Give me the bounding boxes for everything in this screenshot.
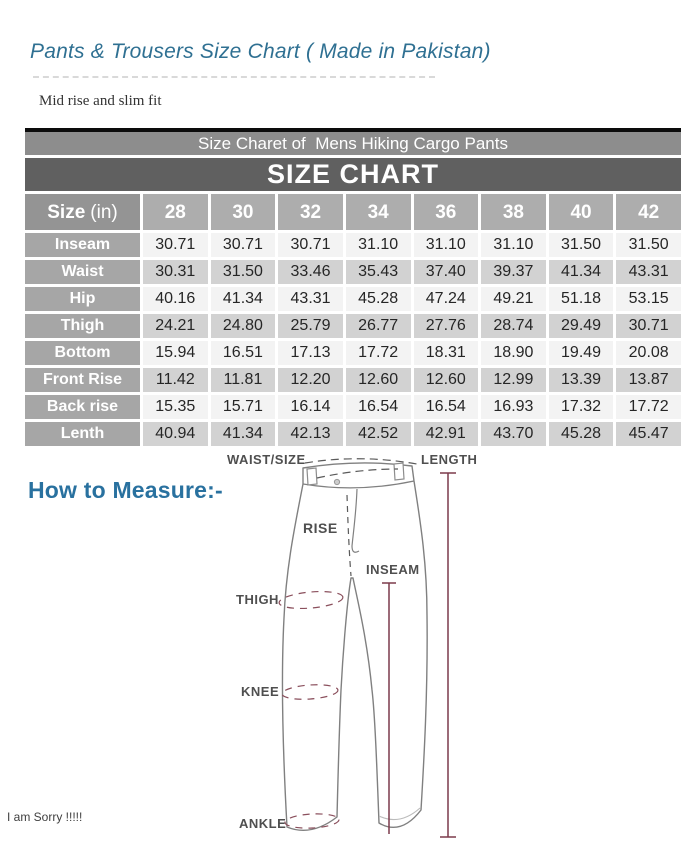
table-cell: 30.71: [616, 314, 681, 338]
dashed-divider: [33, 76, 435, 78]
table-cell: 12.99: [481, 368, 546, 392]
table-cell: 16.51: [211, 341, 276, 365]
table-cell: 31.10: [346, 233, 411, 257]
table-cell: 19.49: [549, 341, 614, 365]
how-to-measure-heading: How to Measure:-: [28, 477, 223, 503]
row-header: Front Rise: [25, 368, 140, 392]
sorry-note: I am Sorry !!!!!: [7, 810, 83, 824]
table-cell: 41.34: [549, 260, 614, 284]
row-header: Waist: [25, 260, 140, 284]
table-title: SIZE CHART: [25, 158, 681, 191]
column-header: 30: [211, 194, 276, 230]
corner-cell: [25, 194, 140, 230]
table-cell: 18.31: [414, 341, 479, 365]
table-cell: 45.47: [616, 422, 681, 446]
table-cell: 26.77: [346, 314, 411, 338]
table-cell: 30.71: [143, 233, 208, 257]
table-cell: 45.28: [346, 287, 411, 311]
table-cell: 16.93: [481, 395, 546, 419]
row-header: Back rise: [25, 395, 140, 419]
table-cell: 16.54: [346, 395, 411, 419]
table-cell: 15.94: [143, 341, 208, 365]
corner-label: Size: [47, 201, 86, 223]
fit-subtitle: Mid rise and slim fit: [39, 93, 162, 109]
table-cell: 13.39: [549, 368, 614, 392]
size-chart-table: [25, 128, 681, 446]
table-cell: 42.52: [346, 422, 411, 446]
table-cell: 16.14: [278, 395, 343, 419]
table-cell: 12.60: [414, 368, 479, 392]
length-measure-line: [440, 473, 456, 837]
row-header: Hip: [25, 287, 140, 311]
table-cell: 24.80: [211, 314, 276, 338]
table-cell: 45.28: [549, 422, 614, 446]
table-cell: 30.31: [143, 260, 208, 284]
table-cell: 30.71: [211, 233, 276, 257]
table-cell: 51.18: [549, 287, 614, 311]
row-header: Inseam: [25, 233, 140, 257]
table-cell: 40.94: [143, 422, 208, 446]
thigh-label: THIGH: [236, 592, 279, 607]
table-cell: 31.10: [481, 233, 546, 257]
size-chart-grid: [25, 132, 681, 446]
column-header: 36: [414, 194, 479, 230]
table-cell: 42.13: [278, 422, 343, 446]
table-cell: 25.79: [278, 314, 343, 338]
corner-unit: (in): [90, 201, 118, 223]
table-cell: 17.32: [549, 395, 614, 419]
table-cell: 43.70: [481, 422, 546, 446]
column-header: 34: [346, 194, 411, 230]
table-cell: 31.50: [549, 233, 614, 257]
table-cell: 42.91: [414, 422, 479, 446]
column-header: 40: [549, 194, 614, 230]
length-label: LENGTH: [421, 452, 478, 467]
belt-loop-left: [307, 468, 317, 485]
table-cell: 15.35: [143, 395, 208, 419]
table-cell: 12.20: [278, 368, 343, 392]
column-header: 42: [616, 194, 681, 230]
table-cell: 17.13: [278, 341, 343, 365]
page-title: Pants & Trousers Size Chart ( Made in Pakistan): [30, 40, 491, 63]
table-cell: 37.40: [414, 260, 479, 284]
table-cell: 18.90: [481, 341, 546, 365]
table-cell: 27.76: [414, 314, 479, 338]
table-cell: 40.16: [143, 287, 208, 311]
table-cell: 41.34: [211, 287, 276, 311]
table-cell: 11.42: [143, 368, 208, 392]
table-cell: 28.74: [481, 314, 546, 338]
waist-size-label: WAIST/SIZE: [227, 452, 306, 467]
table-cell: 49.21: [481, 287, 546, 311]
table-cell: 16.54: [414, 395, 479, 419]
table-cell: 12.60: [346, 368, 411, 392]
column-header: 32: [278, 194, 343, 230]
button-icon: [334, 479, 339, 484]
rise-label: RISE: [303, 520, 338, 536]
table-cell: 43.31: [616, 260, 681, 284]
row-header: Thigh: [25, 314, 140, 338]
knee-label: KNEE: [241, 684, 280, 699]
ankle-label: ANKLE: [239, 816, 287, 831]
row-header: Lenth: [25, 422, 140, 446]
table-cell: 30.71: [278, 233, 343, 257]
table-cell: 39.37: [481, 260, 546, 284]
table-cell: 31.50: [211, 260, 276, 284]
belt-loop-right: [394, 463, 404, 480]
column-header: 38: [481, 194, 546, 230]
table-cell: 47.24: [414, 287, 479, 311]
table-cell: 43.31: [278, 287, 343, 311]
inseam-label: INSEAM: [366, 562, 420, 577]
table-cell: 13.87: [616, 368, 681, 392]
table-cell: 31.50: [616, 233, 681, 257]
table-cell: 24.21: [143, 314, 208, 338]
pants-diagram: [225, 448, 495, 848]
table-cell: 53.15: [616, 287, 681, 311]
table-cell: 31.10: [414, 233, 479, 257]
table-caption: Size Charet of Mens Hiking Cargo Pants: [25, 132, 681, 155]
table-cell: 17.72: [346, 341, 411, 365]
table-cell: 11.81: [211, 368, 276, 392]
table-cell: 15.71: [211, 395, 276, 419]
table-cell: 41.34: [211, 422, 276, 446]
table-cell: 17.72: [616, 395, 681, 419]
column-header: 28: [143, 194, 208, 230]
row-header: Bottom: [25, 341, 140, 365]
table-cell: 20.08: [616, 341, 681, 365]
table-cell: 29.49: [549, 314, 614, 338]
table-cell: 33.46: [278, 260, 343, 284]
table-cell: 35.43: [346, 260, 411, 284]
